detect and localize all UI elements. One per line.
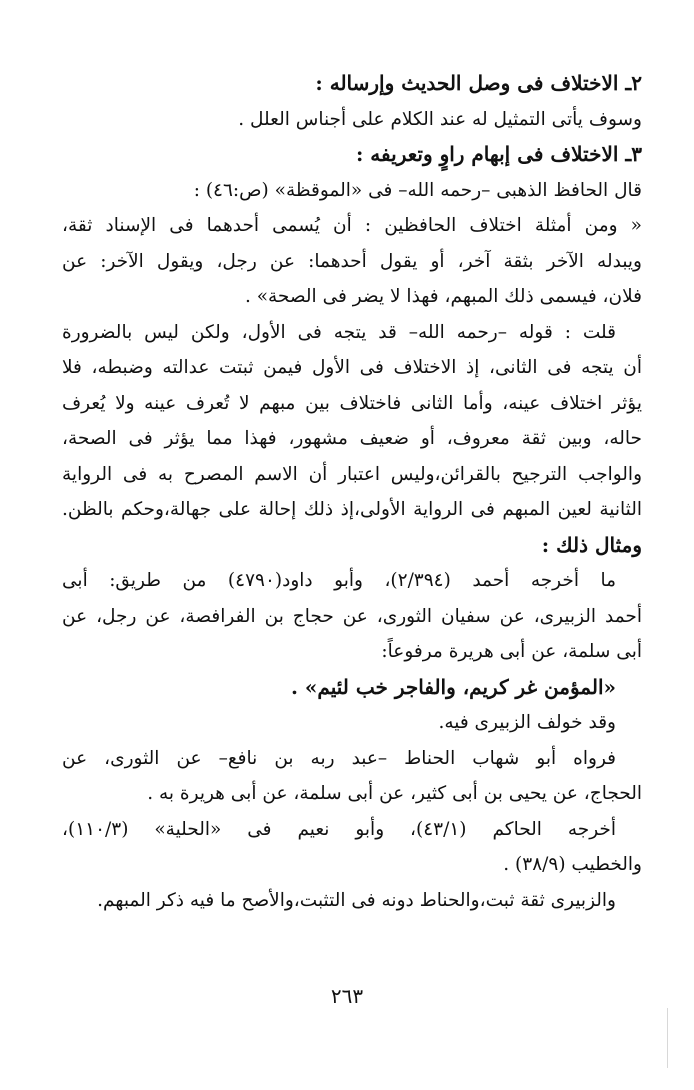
text-line: قلت : قوله –رحمه الله– قد يتجه فى الأول، ولكن ليس بالضرورة bbox=[62, 321, 616, 343]
quote-line: ويبدله الآخر بثقة آخر، أو يقول أحدهما: عن رجل، ويقول الآخر: عن bbox=[62, 250, 642, 272]
text-line: يؤثر اختلاف عينه، وأما الثانى فاختلاف بين مبهم لا تُعرف عينه ولا يُعرف bbox=[62, 392, 642, 414]
text-line: فرواه أبو شهاب الحناط –عبد ربه بن نافع– عن الثورى، عن bbox=[62, 747, 616, 769]
text-line: الثانية لعين المبهم فى الرواية الأولى،إذ ذلك إحالة على جهالة،وحكم بالظن. bbox=[62, 499, 642, 520]
section-heading-2: ٢ـ الاختلاف فى وصل الحديث وإرساله : bbox=[315, 71, 642, 95]
text-line: أبى سلمة، عن أبى هريرة مرفوعاً: bbox=[381, 641, 642, 662]
hadith-text: «المؤمن غر كريم، والفاجر خب لئيم» . bbox=[291, 674, 616, 699]
example-heading: ومثال ذلك : bbox=[541, 532, 642, 557]
text-line: ما أخرجه أحمد (٢/٣٩٤)، وأبو داود(٤٧٩٠) من طريق: أبى bbox=[62, 570, 616, 591]
text-line: والواجب الترجيح بالقرائن،وليس اعتبار أن الاسم المصرح به فى الرواية bbox=[62, 463, 642, 485]
text-line: والخطيب (٣٨/٩) . bbox=[503, 854, 642, 875]
text-line: وقد خولف الزبيرى فيه. bbox=[438, 712, 616, 733]
section-heading-3: ٣ـ الاختلاف فى إبهام راوٍ وتعريفه : bbox=[355, 142, 642, 166]
page-number: ٢٦٣ bbox=[330, 984, 364, 1008]
page-body bbox=[62, 66, 642, 918]
text-line: أخرجه الحاكم (٤٣/١)، وأبو نعيم فى «الحلية» (١١٠/٣)، bbox=[62, 818, 616, 840]
quote-line: فلان، فيسمى ذلك المبهم، فهذا لا يضر فى الصحة» . bbox=[244, 286, 642, 307]
page-edge-mark bbox=[667, 1008, 668, 1068]
quote-line: « ومن أمثلة اختلاف الحافظين : أن يُسمى أحدهما فى الإسناد ثقة، bbox=[62, 215, 642, 236]
text-line: الحجاج، عن يحيى بن أبى كثير، عن أبى سلمة، عن أبى هريرة به . bbox=[147, 783, 642, 804]
text-line: قال الحافظ الذهبى –رحمه الله– فى «الموقظة» (ص:٤٦) : bbox=[193, 179, 642, 201]
text-line: حاله، وبين ثقة معروف، أو ضعيف مشهور، فهذا مما يؤثر فى الصحة، bbox=[62, 428, 642, 449]
text-line: أن يتجه فى الثانى، إذ الاختلاف فى الأول فيمن ثبتت عدالته وضبطه، فلا bbox=[62, 357, 642, 378]
text-line: والزبيرى ثقة ثبت،والحناط دونه فى التثبت،والأصح ما فيه ذكر المبهم. bbox=[97, 889, 616, 911]
text-line: أحمد الزبيرى، عن سفيان الثورى، عن حجاج بن الفرافصة، عن رجل، عن bbox=[62, 605, 642, 627]
text-line: وسوف يأتى التمثيل له عند الكلام على أجناس العلل . bbox=[238, 108, 642, 130]
